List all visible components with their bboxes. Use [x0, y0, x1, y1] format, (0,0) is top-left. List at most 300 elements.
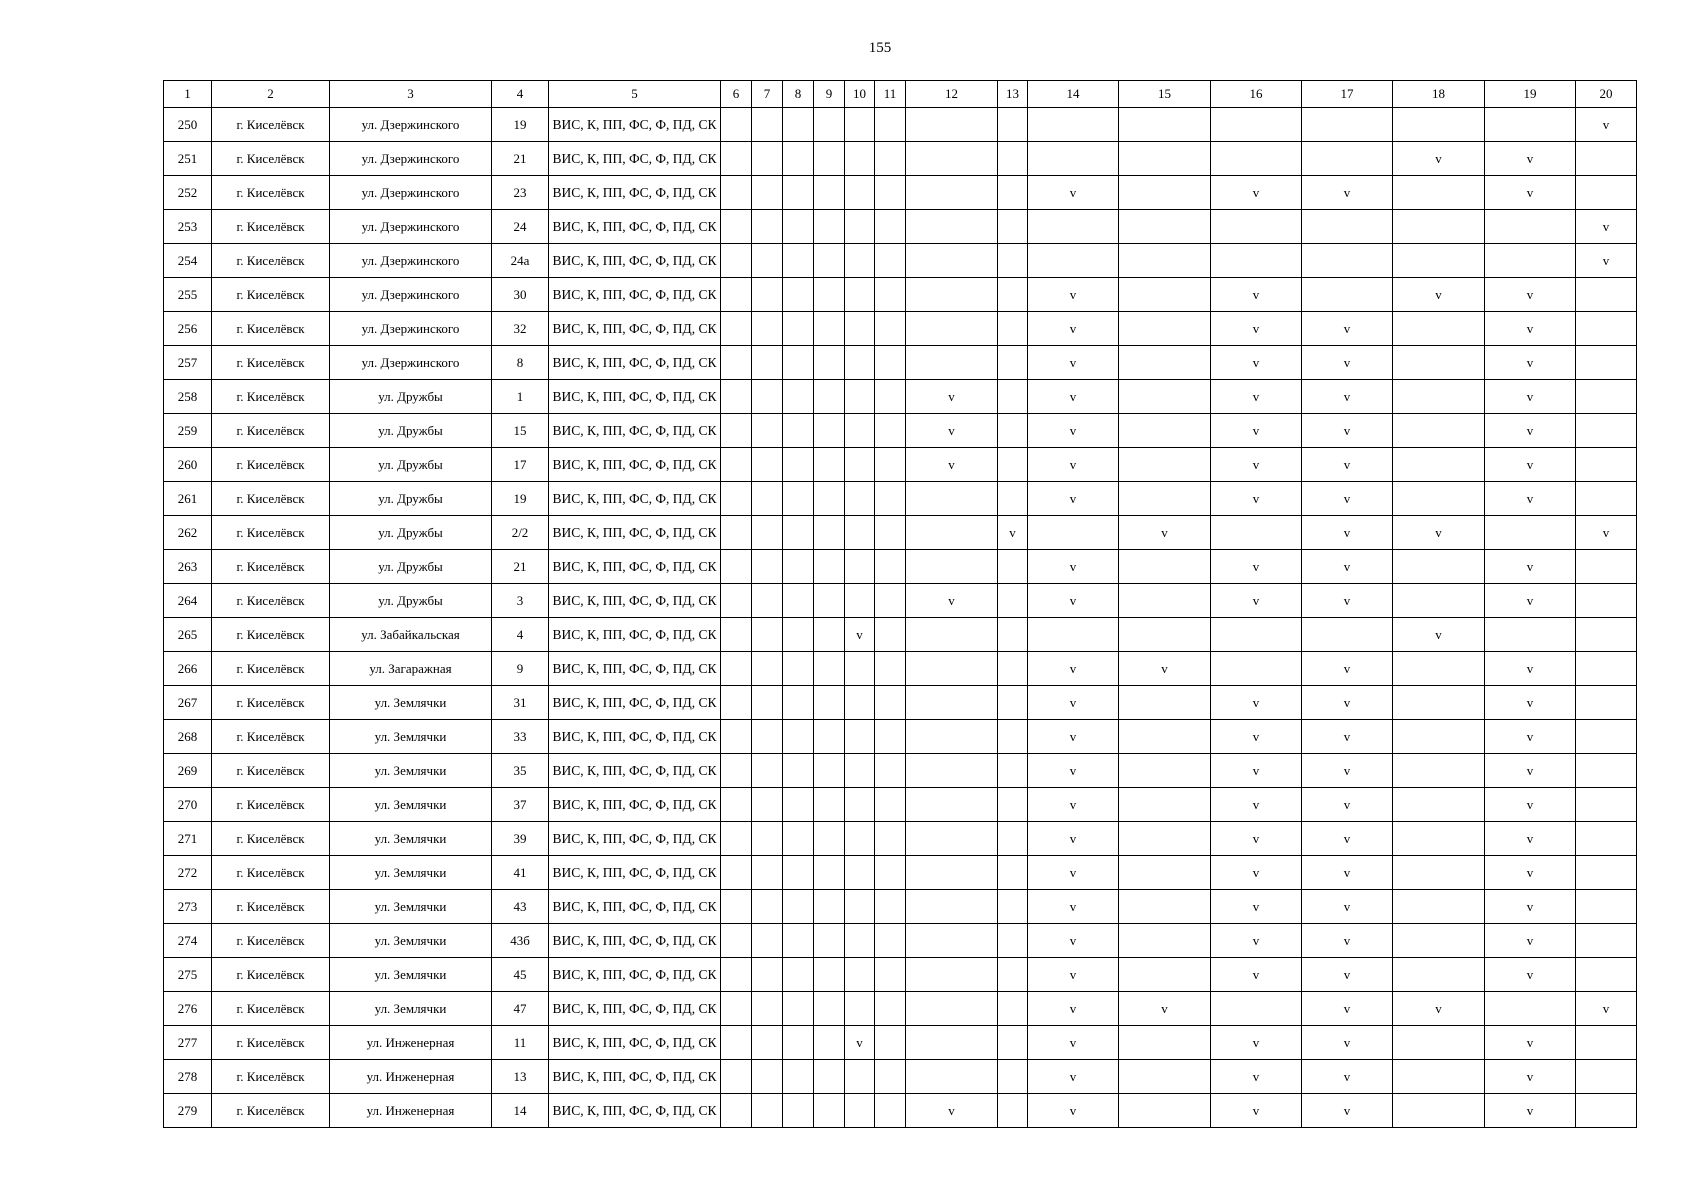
check-cell-col-6	[721, 822, 752, 856]
column-header-1: 1	[164, 81, 212, 108]
check-cell-col-19: v	[1485, 414, 1576, 448]
check-cell-col-8	[783, 142, 814, 176]
street-cell: ул. Землячки	[330, 958, 492, 992]
check-cell-col-6	[721, 618, 752, 652]
city-cell: г. Киселёвск	[212, 754, 330, 788]
city-cell: г. Киселёвск	[212, 380, 330, 414]
check-cell-col-17: v	[1302, 754, 1393, 788]
street-cell: ул. Землячки	[330, 924, 492, 958]
city-cell: г. Киселёвск	[212, 210, 330, 244]
street-cell: ул. Дружбы	[330, 380, 492, 414]
check-cell-col-12	[906, 686, 998, 720]
check-cell-col-16: v	[1211, 448, 1302, 482]
check-cell-col-17: v	[1302, 1094, 1393, 1128]
check-cell-col-11	[875, 448, 906, 482]
check-cell-col-6	[721, 652, 752, 686]
check-cell-col-19: v	[1485, 176, 1576, 210]
check-cell-col-10	[845, 652, 875, 686]
table-row	[164, 890, 1637, 924]
check-cell-col-12	[906, 108, 998, 142]
check-cell-col-19	[1485, 108, 1576, 142]
check-cell-col-11	[875, 1026, 906, 1060]
house-number-cell: 4	[492, 618, 549, 652]
street-cell: ул. Землячки	[330, 856, 492, 890]
check-cell-col-6	[721, 1060, 752, 1094]
check-cell-col-16: v	[1211, 482, 1302, 516]
house-number-cell: 21	[492, 550, 549, 584]
check-cell-col-13	[998, 720, 1028, 754]
check-cell-col-10	[845, 686, 875, 720]
check-cell-col-17: v	[1302, 176, 1393, 210]
check-cell-col-8	[783, 1026, 814, 1060]
check-cell-col-9	[814, 1060, 845, 1094]
check-cell-col-9	[814, 856, 845, 890]
check-cell-col-12	[906, 312, 998, 346]
check-cell-col-10	[845, 890, 875, 924]
check-cell-col-14: v	[1028, 822, 1119, 856]
check-cell-col-13	[998, 1026, 1028, 1060]
street-cell: ул. Землячки	[330, 686, 492, 720]
check-cell-col-15	[1119, 380, 1211, 414]
check-cell-col-7	[752, 1026, 783, 1060]
check-cell-col-13	[998, 788, 1028, 822]
check-cell-col-20: v	[1576, 244, 1637, 278]
check-cell-col-9	[814, 1026, 845, 1060]
table-row	[164, 1060, 1637, 1094]
row-number-cell: 278	[164, 1060, 212, 1094]
check-cell-col-7	[752, 822, 783, 856]
services-cell: ВИС, К, ПП, ФС, Ф, ПД, СК	[549, 380, 721, 414]
check-cell-col-9	[814, 244, 845, 278]
check-cell-col-11	[875, 788, 906, 822]
check-cell-col-16: v	[1211, 720, 1302, 754]
check-cell-col-10	[845, 720, 875, 754]
check-cell-col-9	[814, 142, 845, 176]
check-cell-col-7	[752, 584, 783, 618]
row-number-cell: 270	[164, 788, 212, 822]
check-cell-col-19	[1485, 516, 1576, 550]
column-header-3: 3	[330, 81, 492, 108]
check-cell-col-15	[1119, 958, 1211, 992]
column-header-16: 16	[1211, 81, 1302, 108]
check-cell-col-15	[1119, 686, 1211, 720]
services-cell: ВИС, К, ПП, ФС, Ф, ПД, СК	[549, 142, 721, 176]
check-cell-col-10	[845, 448, 875, 482]
column-header-19: 19	[1485, 81, 1576, 108]
services-cell: ВИС, К, ПП, ФС, Ф, ПД, СК	[549, 754, 721, 788]
check-cell-col-20	[1576, 856, 1637, 890]
check-cell-col-11	[875, 278, 906, 312]
check-cell-col-18: v	[1393, 992, 1485, 1026]
check-cell-col-16	[1211, 992, 1302, 1026]
check-cell-col-8	[783, 108, 814, 142]
check-cell-col-18	[1393, 754, 1485, 788]
column-header-9: 9	[814, 81, 845, 108]
street-cell: ул. Дзержинского	[330, 210, 492, 244]
check-cell-col-14: v	[1028, 890, 1119, 924]
check-cell-col-9	[814, 516, 845, 550]
check-cell-col-20	[1576, 1026, 1637, 1060]
check-cell-col-20	[1576, 720, 1637, 754]
check-cell-col-17: v	[1302, 720, 1393, 754]
check-cell-col-17: v	[1302, 856, 1393, 890]
check-cell-col-18	[1393, 244, 1485, 278]
city-cell: г. Киселёвск	[212, 652, 330, 686]
row-number-cell: 269	[164, 754, 212, 788]
check-cell-col-17: v	[1302, 788, 1393, 822]
check-cell-col-19: v	[1485, 380, 1576, 414]
row-number-cell: 268	[164, 720, 212, 754]
city-cell: г. Киселёвск	[212, 720, 330, 754]
check-cell-col-15	[1119, 448, 1211, 482]
check-cell-col-11	[875, 822, 906, 856]
street-cell: ул. Забайкальская	[330, 618, 492, 652]
check-cell-col-19: v	[1485, 312, 1576, 346]
check-cell-col-16: v	[1211, 414, 1302, 448]
table-row	[164, 108, 1637, 142]
check-cell-col-15	[1119, 414, 1211, 448]
check-cell-col-11	[875, 482, 906, 516]
house-number-cell: 43б	[492, 924, 549, 958]
column-header-11: 11	[875, 81, 906, 108]
check-cell-col-18	[1393, 448, 1485, 482]
check-cell-col-14	[1028, 516, 1119, 550]
check-cell-col-15	[1119, 924, 1211, 958]
check-cell-col-9	[814, 686, 845, 720]
table-row	[164, 244, 1637, 278]
house-number-cell: 15	[492, 414, 549, 448]
check-cell-col-18	[1393, 720, 1485, 754]
street-cell: ул. Инженерная	[330, 1026, 492, 1060]
services-cell: ВИС, К, ПП, ФС, Ф, ПД, СК	[549, 108, 721, 142]
check-cell-col-20	[1576, 414, 1637, 448]
check-cell-col-18	[1393, 210, 1485, 244]
check-cell-col-10	[845, 210, 875, 244]
check-cell-col-8	[783, 448, 814, 482]
check-cell-col-18	[1393, 652, 1485, 686]
row-number-cell: 266	[164, 652, 212, 686]
house-number-cell: 17	[492, 448, 549, 482]
check-cell-col-18: v	[1393, 278, 1485, 312]
check-cell-col-20	[1576, 584, 1637, 618]
check-cell-col-16: v	[1211, 584, 1302, 618]
check-cell-col-18	[1393, 686, 1485, 720]
house-number-cell: 41	[492, 856, 549, 890]
check-cell-col-12	[906, 176, 998, 210]
check-cell-col-7	[752, 380, 783, 414]
check-cell-col-11	[875, 856, 906, 890]
street-cell: ул. Землячки	[330, 890, 492, 924]
house-number-cell: 19	[492, 482, 549, 516]
check-cell-col-12	[906, 856, 998, 890]
check-cell-col-20: v	[1576, 992, 1637, 1026]
check-cell-col-14: v	[1028, 278, 1119, 312]
check-cell-col-12	[906, 890, 998, 924]
check-cell-col-14	[1028, 142, 1119, 176]
check-cell-col-16: v	[1211, 278, 1302, 312]
check-cell-col-14: v	[1028, 1060, 1119, 1094]
check-cell-col-7	[752, 176, 783, 210]
check-cell-col-18	[1393, 176, 1485, 210]
row-number-cell: 275	[164, 958, 212, 992]
check-cell-col-7	[752, 856, 783, 890]
check-cell-col-11	[875, 142, 906, 176]
house-number-cell: 3	[492, 584, 549, 618]
check-cell-col-12	[906, 822, 998, 856]
check-cell-col-7	[752, 244, 783, 278]
page-number: 155	[868, 40, 892, 56]
check-cell-col-15	[1119, 788, 1211, 822]
check-cell-col-12	[906, 210, 998, 244]
check-cell-col-7	[752, 924, 783, 958]
city-cell: г. Киселёвск	[212, 550, 330, 584]
check-cell-col-10	[845, 924, 875, 958]
check-cell-col-11	[875, 890, 906, 924]
check-cell-col-17: v	[1302, 584, 1393, 618]
check-cell-col-12	[906, 1026, 998, 1060]
table-header	[164, 81, 1637, 108]
house-number-cell: 37	[492, 788, 549, 822]
check-cell-col-8	[783, 312, 814, 346]
check-cell-col-8	[783, 482, 814, 516]
check-cell-col-9	[814, 992, 845, 1026]
check-cell-col-10: v	[845, 618, 875, 652]
check-cell-col-15	[1119, 754, 1211, 788]
check-cell-col-9	[814, 788, 845, 822]
row-number-cell: 256	[164, 312, 212, 346]
street-cell: ул. Дружбы	[330, 550, 492, 584]
table-row	[164, 516, 1637, 550]
check-cell-col-16: v	[1211, 686, 1302, 720]
row-number-cell: 277	[164, 1026, 212, 1060]
check-cell-col-19: v	[1485, 890, 1576, 924]
check-cell-col-17: v	[1302, 822, 1393, 856]
check-cell-col-8	[783, 1094, 814, 1128]
check-cell-col-6	[721, 108, 752, 142]
row-number-cell: 272	[164, 856, 212, 890]
table-body	[164, 108, 1637, 1128]
check-cell-col-13	[998, 550, 1028, 584]
check-cell-col-19: v	[1485, 1094, 1576, 1128]
row-number-cell: 260	[164, 448, 212, 482]
check-cell-col-14	[1028, 108, 1119, 142]
check-cell-col-6	[721, 754, 752, 788]
check-cell-col-9	[814, 482, 845, 516]
check-cell-col-14: v	[1028, 584, 1119, 618]
check-cell-col-15	[1119, 1060, 1211, 1094]
check-cell-col-11	[875, 176, 906, 210]
services-cell: ВИС, К, ПП, ФС, Ф, ПД, СК	[549, 210, 721, 244]
check-cell-col-14: v	[1028, 686, 1119, 720]
check-cell-col-9	[814, 720, 845, 754]
city-cell: г. Киселёвск	[212, 992, 330, 1026]
check-cell-col-10	[845, 278, 875, 312]
column-header-15: 15	[1119, 81, 1211, 108]
check-cell-col-18	[1393, 550, 1485, 584]
check-cell-col-12: v	[906, 1094, 998, 1128]
check-cell-col-13	[998, 652, 1028, 686]
check-cell-col-16	[1211, 142, 1302, 176]
check-cell-col-7	[752, 618, 783, 652]
check-cell-col-12: v	[906, 380, 998, 414]
check-cell-col-11	[875, 550, 906, 584]
street-cell: ул. Дзержинского	[330, 176, 492, 210]
check-cell-col-14: v	[1028, 652, 1119, 686]
check-cell-col-14	[1028, 210, 1119, 244]
check-cell-col-19: v	[1485, 1060, 1576, 1094]
services-cell: ВИС, К, ПП, ФС, Ф, ПД, СК	[549, 652, 721, 686]
check-cell-col-19: v	[1485, 720, 1576, 754]
check-cell-col-20: v	[1576, 210, 1637, 244]
check-cell-col-8	[783, 278, 814, 312]
check-cell-col-10	[845, 108, 875, 142]
services-cell: ВИС, К, ПП, ФС, Ф, ПД, СК	[549, 618, 721, 652]
check-cell-col-13	[998, 380, 1028, 414]
check-cell-col-17	[1302, 618, 1393, 652]
check-cell-col-13	[998, 1094, 1028, 1128]
check-cell-col-13	[998, 346, 1028, 380]
services-cell: ВИС, К, ПП, ФС, Ф, ПД, СК	[549, 924, 721, 958]
check-cell-col-11	[875, 516, 906, 550]
check-cell-col-16: v	[1211, 958, 1302, 992]
services-cell: ВИС, К, ПП, ФС, Ф, ПД, СК	[549, 176, 721, 210]
street-cell: ул. Дружбы	[330, 414, 492, 448]
check-cell-col-6	[721, 516, 752, 550]
check-cell-col-12	[906, 924, 998, 958]
check-cell-col-19: v	[1485, 958, 1576, 992]
table-row	[164, 618, 1637, 652]
check-cell-col-20	[1576, 346, 1637, 380]
check-cell-col-6	[721, 142, 752, 176]
check-cell-col-8	[783, 176, 814, 210]
check-cell-col-12	[906, 482, 998, 516]
check-cell-col-20	[1576, 278, 1637, 312]
city-cell: г. Киселёвск	[212, 312, 330, 346]
city-cell: г. Киселёвск	[212, 414, 330, 448]
city-cell: г. Киселёвск	[212, 278, 330, 312]
check-cell-col-18	[1393, 1094, 1485, 1128]
check-cell-col-8	[783, 992, 814, 1026]
check-cell-col-12	[906, 992, 998, 1026]
check-cell-col-19	[1485, 210, 1576, 244]
check-cell-col-17: v	[1302, 482, 1393, 516]
row-number-cell: 257	[164, 346, 212, 380]
check-cell-col-7	[752, 788, 783, 822]
check-cell-col-9	[814, 584, 845, 618]
check-cell-col-10	[845, 1060, 875, 1094]
check-cell-col-8	[783, 414, 814, 448]
check-cell-col-11	[875, 584, 906, 618]
check-cell-col-17: v	[1302, 1026, 1393, 1060]
check-cell-col-13	[998, 754, 1028, 788]
check-cell-col-10	[845, 482, 875, 516]
check-cell-col-19: v	[1485, 278, 1576, 312]
column-header-17: 17	[1302, 81, 1393, 108]
house-number-cell: 32	[492, 312, 549, 346]
check-cell-col-12	[906, 1060, 998, 1094]
check-cell-col-20	[1576, 380, 1637, 414]
check-cell-col-8	[783, 1060, 814, 1094]
city-cell: г. Киселёвск	[212, 142, 330, 176]
city-cell: г. Киселёвск	[212, 584, 330, 618]
city-cell: г. Киселёвск	[212, 924, 330, 958]
city-cell: г. Киселёвск	[212, 1094, 330, 1128]
city-cell: г. Киселёвск	[212, 516, 330, 550]
check-cell-col-9	[814, 346, 845, 380]
check-cell-col-9	[814, 618, 845, 652]
check-cell-col-16: v	[1211, 1060, 1302, 1094]
check-cell-col-16	[1211, 108, 1302, 142]
check-cell-col-9	[814, 822, 845, 856]
check-cell-col-7	[752, 142, 783, 176]
check-cell-col-14: v	[1028, 312, 1119, 346]
check-cell-col-14	[1028, 244, 1119, 278]
check-cell-col-15: v	[1119, 652, 1211, 686]
check-cell-col-20: v	[1576, 516, 1637, 550]
column-header-2: 2	[212, 81, 330, 108]
check-cell-col-7	[752, 550, 783, 584]
check-cell-col-12	[906, 958, 998, 992]
check-cell-col-14: v	[1028, 380, 1119, 414]
street-cell: ул. Дружбы	[330, 516, 492, 550]
check-cell-col-10	[845, 346, 875, 380]
city-cell: г. Киселёвск	[212, 108, 330, 142]
check-cell-col-14	[1028, 618, 1119, 652]
row-number-cell: 259	[164, 414, 212, 448]
street-cell: ул. Землячки	[330, 992, 492, 1026]
table-row	[164, 1026, 1637, 1060]
check-cell-col-20	[1576, 924, 1637, 958]
check-cell-col-8	[783, 822, 814, 856]
check-cell-col-14: v	[1028, 958, 1119, 992]
check-cell-col-15	[1119, 142, 1211, 176]
check-cell-col-9	[814, 924, 845, 958]
check-cell-col-13	[998, 686, 1028, 720]
street-cell: ул. Дзержинского	[330, 142, 492, 176]
row-number-cell: 262	[164, 516, 212, 550]
check-cell-col-17	[1302, 210, 1393, 244]
check-cell-col-15	[1119, 856, 1211, 890]
check-cell-col-13	[998, 992, 1028, 1026]
check-cell-col-17	[1302, 142, 1393, 176]
table-row	[164, 346, 1637, 380]
check-cell-col-18	[1393, 856, 1485, 890]
check-cell-col-15	[1119, 1094, 1211, 1128]
check-cell-col-17: v	[1302, 992, 1393, 1026]
check-cell-col-9	[814, 754, 845, 788]
check-cell-col-7	[752, 1094, 783, 1128]
services-cell: ВИС, К, ПП, ФС, Ф, ПД, СК	[549, 448, 721, 482]
check-cell-col-12	[906, 516, 998, 550]
check-cell-col-9	[814, 108, 845, 142]
services-cell: ВИС, К, ПП, ФС, Ф, ПД, СК	[549, 1026, 721, 1060]
check-cell-col-6	[721, 584, 752, 618]
services-cell: ВИС, К, ПП, ФС, Ф, ПД, СК	[549, 550, 721, 584]
city-cell: г. Киселёвск	[212, 822, 330, 856]
check-cell-col-7	[752, 414, 783, 448]
street-cell: ул. Дзержинского	[330, 108, 492, 142]
check-cell-col-10	[845, 516, 875, 550]
check-cell-col-12: v	[906, 414, 998, 448]
house-number-cell: 2/2	[492, 516, 549, 550]
check-cell-col-7	[752, 278, 783, 312]
check-cell-col-11	[875, 652, 906, 686]
check-cell-col-19: v	[1485, 346, 1576, 380]
header-row	[164, 81, 1637, 108]
check-cell-col-6	[721, 720, 752, 754]
check-cell-col-19: v	[1485, 448, 1576, 482]
check-cell-col-13: v	[998, 516, 1028, 550]
